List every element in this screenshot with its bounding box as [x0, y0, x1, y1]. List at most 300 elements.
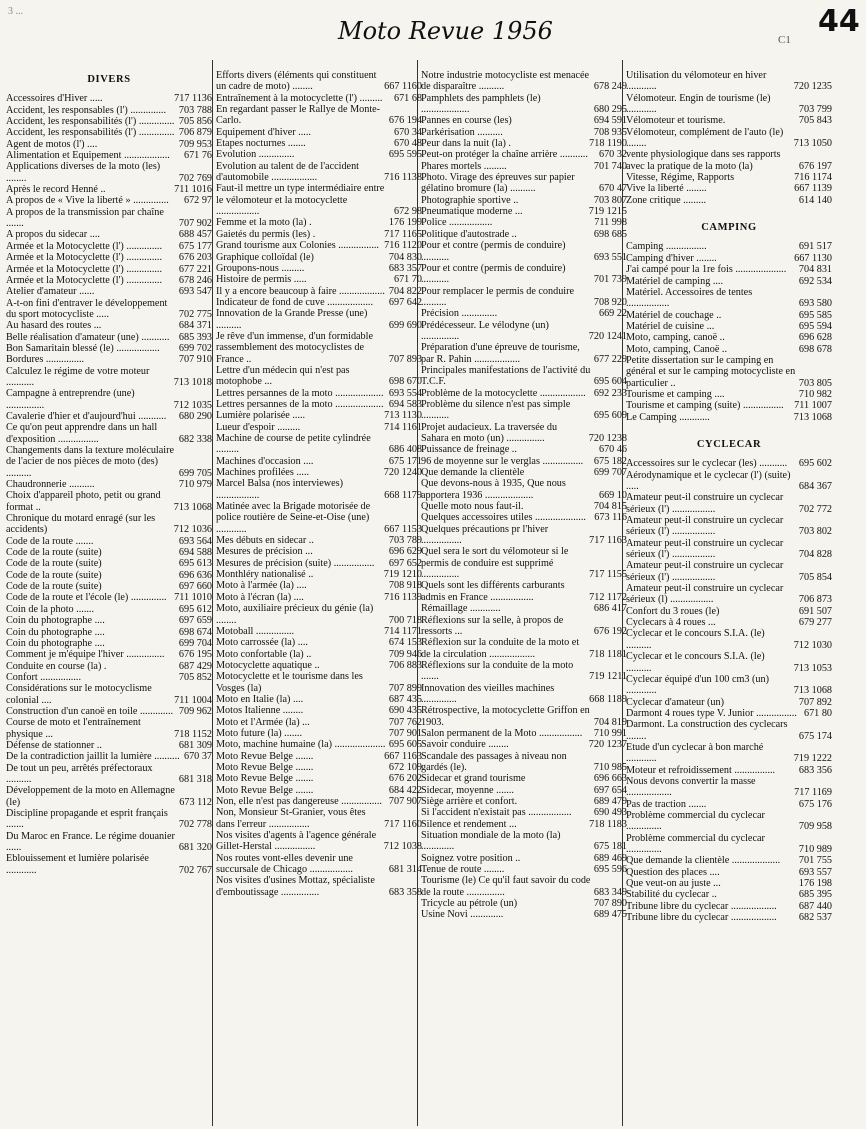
entry-reference: 681 309: [178, 739, 212, 751]
entry-title: Si l'accident n'existait pas .................: [421, 807, 572, 819]
entry-reference: 672 98: [393, 206, 422, 218]
entry-reference: 717 1169: [794, 787, 832, 799]
index-entry: [421, 149, 627, 160]
entry-reference: 704 819: [593, 716, 627, 728]
entry-reference: 713 1053: [793, 662, 832, 674]
entry-title: Réflexions sur la conduite de la moto .......: [421, 659, 574, 683]
index-entry: [6, 298, 212, 321]
entry-reference: 697 652: [388, 557, 422, 569]
index-entry: [421, 864, 627, 875]
entry-title: Tricycle au pétrole (un): [421, 898, 518, 910]
entry-title: Machines profilées .....: [216, 467, 310, 479]
entry-reference: 691 517: [798, 241, 832, 253]
entry-title: Au hasard des routes ...: [6, 320, 102, 332]
index-entry: [216, 297, 422, 308]
index-entry: [216, 252, 422, 263]
entry-title: Vive la liberté ........: [626, 183, 707, 195]
entry-title: Pamphlets des pamphlets (le) ...................: [421, 92, 541, 116]
entry-title: Darmont 4 roues type V. Junior ................: [626, 707, 797, 719]
entry-reference: 712 1036: [173, 524, 212, 536]
index-entry: [216, 365, 422, 388]
entry-reference: 717 1136: [174, 93, 212, 105]
entry-reference: 699 707: [593, 467, 627, 479]
index-entry: [421, 807, 627, 818]
entry-title: Matériel. Accessoires de tentes .................: [626, 286, 753, 310]
entry-reference: 716 1139: [384, 591, 422, 603]
entry-reference: 686 408: [388, 444, 422, 456]
entry-title: Ce qu'on peut apprendre dans un hall d'exposition ................: [6, 422, 158, 445]
entry-reference: 675 177: [178, 240, 212, 252]
index-entry: [421, 478, 627, 501]
entry-reference: 670 46: [598, 444, 627, 456]
index-entry: [421, 898, 627, 909]
index-entry: [216, 546, 422, 557]
entry-title: Bon Samaritain blessé (le) .................: [6, 342, 160, 354]
entry-title: Problème commercial du cyclecar ..............: [626, 809, 765, 833]
entry-reference: 719 1210: [383, 569, 422, 581]
entry-title: Monthléry nationalisé ..: [216, 569, 314, 581]
entry-reference: 670 32: [598, 149, 627, 161]
entry-title: Tourisme et camping (suite) ................: [626, 400, 784, 412]
index-entry: [216, 762, 422, 773]
index-entry: [6, 354, 212, 365]
entry-reference: 704 830: [388, 251, 422, 263]
index-entry: [216, 161, 422, 184]
entry-reference: 710 979: [178, 479, 212, 491]
index-entry: [421, 206, 627, 217]
entry-reference: 703 805: [798, 377, 832, 389]
index-entry: [216, 410, 422, 421]
index-entry: [6, 241, 212, 252]
entry-reference: 670 48: [393, 138, 422, 150]
entry-reference: 703 799: [798, 104, 832, 116]
entry-reference: 705 852: [178, 671, 212, 683]
entry-title: Alimentation et Equipement ..................: [6, 150, 170, 162]
entry-reference: 671 68: [393, 92, 422, 104]
index-entry: [6, 411, 212, 422]
index-entry: [6, 627, 212, 638]
entry-reference: 684 367: [798, 481, 832, 492]
index-entry-list: [626, 241, 832, 423]
entry-title: Moto Revue Belge .......: [216, 784, 314, 796]
entry-title: Etapes nocturnes .......: [216, 138, 306, 150]
entry-title: Code de la route .......: [6, 535, 94, 547]
entry-title: Il y a encore beaucoup à faire ..................: [216, 285, 385, 297]
entry-reference: 687 435: [388, 693, 422, 705]
entry-reference: 704 828: [798, 549, 832, 561]
entry-reference: 710 989: [798, 844, 832, 855]
entry-reference: 683 349: [593, 886, 627, 898]
entry-reference: 704 831: [798, 264, 832, 276]
entry-reference: 670 47: [598, 183, 627, 195]
index-entry: [626, 878, 832, 889]
entry-reference: 693 564: [178, 535, 212, 547]
index-entry: [6, 751, 212, 762]
entry-reference: 683 357: [388, 262, 422, 274]
entry-reference: 699 704: [178, 637, 212, 649]
index-entry: [6, 536, 212, 547]
entry-reference: 691 507: [798, 605, 832, 617]
entry-reference: 705 856: [178, 116, 212, 128]
entry-reference: 670 37: [183, 751, 212, 763]
entry-title: Le Camping ............: [626, 411, 710, 423]
section-title-cyclecar: CYCLECAR: [696, 438, 762, 450]
entry-title: Amateur peut-il construire un cyclecar sérieux (l) .................: [626, 583, 784, 606]
entry-reference: 671 70: [393, 274, 422, 286]
index-entry: [216, 785, 422, 796]
index-entry: [216, 127, 422, 138]
entry-reference: 671 80: [803, 707, 832, 719]
entry-reference: 696 629: [388, 546, 422, 558]
entry-title: Innovation des vieilles machines ..............: [421, 682, 555, 705]
entry-title: Peut-on protéger la chaîne arrière ...........: [421, 149, 588, 161]
entry-reference: 701 739: [593, 274, 627, 286]
entry-reference: 710 991: [593, 727, 627, 739]
index-entry: [216, 286, 422, 297]
entry-reference: 689 479: [593, 796, 627, 807]
entry-reference: 677 229: [593, 353, 627, 365]
entry-reference: 713 1068: [173, 501, 212, 513]
entry-title: Accident, les responsables (l') ..............: [6, 104, 166, 116]
entry-title: Evolution ..............: [216, 149, 295, 161]
entry-title: Petite dissertation sur le camping en général et sur le camping motocycliste en particulier ..: [626, 354, 796, 389]
section-title-camping: CAMPING: [701, 222, 757, 234]
entry-title: Accessoires sur le cyclecar (les) ...........: [626, 458, 788, 470]
entry-title: Préparation d'une épreuve de tourisme, par R. Pahin ..................: [421, 342, 580, 365]
entry-reference: 702 767: [178, 864, 212, 876]
entry-title: Soignez votre position ..: [421, 852, 521, 864]
entry-title: Machine de course de petite cylindrée .........: [216, 433, 371, 456]
index-entry: [6, 366, 212, 389]
entry-title: Cyclecar et le concours S.I.A. (le) ..........: [626, 628, 765, 651]
entry-title: Principales manifestations de l'activité du T.C.F.: [421, 364, 591, 388]
entry-reference: 707 890: [593, 898, 627, 910]
entry-title: Amateur peut-il construire un cyclecar sérieux (l') .................: [626, 560, 784, 583]
index-entry: [6, 150, 212, 161]
entry-title: Moto, auxiliaire précieux du génie (la) ........: [216, 603, 374, 626]
index-entry: [626, 889, 832, 900]
entry-title: Amateur peut-il construire un cyclecar sérieux (l') .................: [626, 492, 784, 515]
entry-reference: 697 660: [178, 581, 212, 593]
entry-reference: 712 1038: [383, 841, 422, 853]
entry-reference: 675 171: [388, 455, 422, 467]
entry-title: Chaudronnerie ..........: [6, 479, 95, 491]
index-entry: [421, 773, 627, 784]
entry-title: Question des places ....: [626, 866, 720, 878]
index-entry: [421, 399, 627, 422]
entry-title: Calculez le régime de votre moteur ...........: [6, 365, 150, 388]
index-entry: [216, 263, 422, 274]
entry-reference: 702 775: [178, 308, 212, 320]
entry-title: Darmont. La construction des cyclecars ........: [626, 719, 788, 742]
entry-reference: 676 203: [178, 252, 212, 264]
index-entry: [421, 705, 627, 728]
entry-reference: 703 802: [798, 526, 832, 538]
entry-reference: 696 628: [798, 332, 832, 344]
entry-reference: 711 998: [594, 217, 627, 229]
entry-title: Utilisation du vélomoteur en hiver ............: [626, 70, 767, 93]
index-entry: [216, 739, 422, 750]
index-entry: [421, 467, 627, 478]
entry-reference: 674 153: [388, 637, 422, 649]
index-entry: [216, 728, 422, 739]
entry-reference: 695 612: [178, 603, 212, 615]
entry-reference: 667 1153: [384, 523, 422, 535]
entry-title: Course de moto et l'entraînement physique ...: [6, 717, 141, 740]
entry-reference: 667 1130: [794, 252, 832, 264]
entry-title: Que veut-on au juste ...: [626, 878, 721, 890]
index-entry: [626, 560, 832, 583]
entry-reference: 695 594: [798, 320, 832, 332]
entry-reference: 695 605: [388, 739, 422, 751]
entry-reference: 695 609: [593, 410, 627, 422]
entry-reference: 675 182: [593, 455, 627, 467]
entry-title: Sidecar et grand tourisme: [421, 773, 526, 785]
entry-title: J'ai campé pour la 1re fois ....................: [626, 264, 787, 276]
entry-title: Accident, les responsabilités (l') ..............: [6, 127, 175, 139]
entry-reference: 697 659: [178, 615, 212, 627]
entry-reference: 683 358: [388, 886, 422, 898]
index-entry: [216, 796, 422, 807]
entry-title: Chronique du motard enragé (sur les accidents): [6, 513, 156, 536]
index-entry: [216, 456, 422, 467]
entry-title: A propos de « Vive la liberté » ..............: [6, 195, 169, 207]
index-entry: [421, 739, 627, 750]
index-entry: [421, 683, 627, 706]
entry-reference: 685 395: [798, 889, 832, 901]
entry-title: Pannes en course (les): [421, 115, 512, 127]
entry-title: Matinée avec la Brigade motorisée de police routière de Seine-et-Oise (une) ............: [216, 501, 371, 535]
index-entry: [216, 149, 422, 160]
entry-reference: 712 1030: [793, 639, 832, 651]
entry-reference: 695 596: [593, 864, 627, 876]
entry-title: Groupons-nous .........: [216, 262, 305, 274]
entry-reference: 714 1161: [384, 421, 422, 433]
entry-reference: 687 429: [178, 660, 212, 672]
index-entry: [421, 615, 627, 638]
index-entry: [6, 207, 212, 230]
index-entry: [216, 717, 422, 728]
index-entry: [421, 195, 627, 206]
entry-title: Amateur peut-il construire un cyclecar sérieux (l') .................: [626, 515, 784, 538]
page-number: 44: [818, 4, 860, 39]
index-entry: [216, 399, 422, 410]
entry-reference: 698 674: [178, 626, 212, 638]
entry-reference: 698 670: [388, 376, 422, 388]
entry-reference: 676 202: [388, 773, 422, 785]
entry-reference: 720 1241: [588, 330, 627, 342]
index-entry: [6, 661, 212, 672]
index-entry: [216, 649, 422, 660]
index-entry: [216, 388, 422, 399]
entry-reference: 667 1160: [384, 81, 422, 93]
entry-reference: 690 435: [388, 705, 422, 717]
index-column-4: [626, 70, 832, 923]
index-column-3: [421, 70, 627, 921]
entry-reference: 717 1155: [589, 569, 627, 581]
entry-reference: 701 740: [593, 160, 627, 172]
entry-title: Tenue de route ........: [421, 864, 505, 876]
entry-reference: 706 879: [178, 127, 212, 139]
index-entry: [6, 264, 212, 275]
index-entry: [6, 706, 212, 717]
index-entry-list: [626, 70, 832, 206]
entry-title: Code de la route (suite): [6, 569, 102, 581]
entry-title: Moto en Italie (la) ....: [216, 693, 304, 705]
entry-title: Phares mortels .........: [421, 160, 507, 172]
entry-reference: 711 1010: [174, 592, 212, 604]
entry-reference: 711 1004: [174, 694, 212, 706]
entry-title: Efforts divers (éléments qui constituent un cadre de moto) ........: [216, 70, 377, 93]
entry-title: Non, Monsieur St-Granier, vous êtes dans l'erreur ................: [216, 807, 366, 830]
index-entry: [626, 127, 832, 150]
entry-title: Nous devons convertir la masse ..................: [626, 775, 756, 799]
entry-title: Savoir conduire ........: [421, 739, 509, 751]
entry-title: Moto et l'Armée (la) ...: [216, 716, 310, 728]
entry-reference: 704 822: [388, 285, 422, 297]
index-entry: [626, 115, 832, 126]
entry-title: Photographie sportive ..: [421, 194, 519, 206]
entry-reference: 176 199: [388, 217, 422, 229]
index-entry: [421, 308, 627, 319]
entry-reference: 693 554: [388, 387, 422, 399]
entry-reference: 712 1172: [589, 591, 627, 603]
entry-title: Prédécesseur. Le vélodyne (un) ...............: [421, 319, 549, 342]
entry-title: Belle réalisation d'amateur (une) ...........: [6, 331, 170, 343]
entry-reference: 720 1235: [793, 81, 832, 93]
index-entry: [216, 660, 422, 671]
entry-title: Moto Revue Belge .......: [216, 773, 314, 785]
entry-reference: 677 221: [178, 263, 212, 275]
index-entry: [216, 569, 422, 580]
entry-reference: 689 475: [593, 909, 627, 921]
entry-title: De la contradiction jaillit la lumière ..........: [6, 751, 180, 763]
entry-reference: 670 34: [393, 126, 422, 138]
index-entry: [6, 388, 212, 411]
entry-reference: 708 935: [593, 126, 627, 138]
entry-title: Rétrospective, la motocyclette Griffon en 1903.: [421, 705, 590, 728]
entry-title: De tout un peu, arrêtés préfectoraux ..........: [6, 762, 153, 785]
entry-title: Tourisme et camping ....: [626, 388, 725, 400]
index-entry: [626, 70, 832, 93]
entry-title: Amateur peut-il construire un cyclecar sérieux (l') .................: [626, 537, 784, 561]
entry-reference: 694 591: [593, 115, 627, 127]
index-entry: [626, 412, 832, 423]
index-entry: [216, 422, 422, 433]
entry-title: Campagne à entreprendre (une) ...............: [6, 388, 135, 411]
entry-reference: 710 982: [798, 388, 832, 400]
header-left-note: 3 ...: [8, 6, 23, 17]
entry-reference: 680 295: [593, 104, 627, 116]
entry-title: Indicateur de fond de cuve ..................: [216, 296, 374, 308]
index-entry: [216, 694, 422, 705]
entry-title: Pour et contre (permis de conduire) ...........: [421, 240, 566, 263]
index-entry: [421, 660, 627, 683]
entry-reference: 709 958: [798, 821, 832, 833]
entry-reference: 695 585: [798, 309, 832, 321]
entry-reference: 707 910: [178, 354, 212, 366]
index-entry: [626, 195, 832, 206]
index-entry: [6, 161, 212, 184]
entry-title: Cavalerie d'hier et d'aujourd'hui ...........: [6, 410, 167, 422]
entry-reference: 668 1189: [589, 693, 627, 705]
entry-title: Quels sont les différents carburants admis en France .................: [421, 580, 565, 603]
entry-title: Applications diverses de la moto (les) ........: [6, 161, 161, 184]
index-entry: [626, 583, 832, 606]
entry-reference: 696 663: [593, 773, 627, 785]
index-entry: [421, 286, 627, 309]
entry-title: Zone critique .........: [626, 194, 707, 206]
entry-reference: 673 116: [594, 512, 627, 524]
entry-title: Cyclecar et le concours S.I.A. (le) ..........: [626, 651, 765, 674]
entry-reference: 675 176: [798, 798, 832, 810]
entry-title: Matériel de couchage ..: [626, 309, 722, 321]
entry-title: Vélomoteur et tourisme.: [626, 115, 726, 127]
entry-title: Changements dans la texture moléculaire de l'acier de nos pièces de moto (des) ..........: [6, 445, 175, 479]
entry-title: Graphique colloïdal (le): [216, 251, 314, 263]
entry-reference: 676 192: [593, 625, 627, 637]
index-entry: [6, 139, 212, 150]
entry-title: Coin du photographe ....: [6, 615, 105, 627]
entry-title: Motocyclette et le tourisme dans les Vosges (la): [216, 671, 363, 694]
section-title-divers: DIVERS: [87, 74, 131, 85]
index-entry: [421, 161, 627, 172]
entry-reference: 697 654: [593, 784, 627, 796]
index-entry: [626, 241, 832, 252]
index-entry: [216, 217, 422, 228]
entry-reference: 707 762: [388, 716, 422, 728]
entry-reference: 692 534: [798, 275, 832, 287]
index-entry: [421, 172, 627, 195]
index-entry: [6, 229, 212, 240]
entry-reference: 679 277: [798, 617, 832, 629]
index-entry: [6, 105, 212, 116]
entry-title: Motocyclette aquatique ..: [216, 659, 320, 671]
index-entry: [6, 649, 212, 660]
handwritten-title: Moto Revue 1956: [338, 17, 553, 45]
entry-reference: 720 1237: [588, 739, 627, 751]
entry-title: Moto à l'écran (la) ....: [216, 591, 304, 603]
entry-reference: 699 690: [388, 319, 422, 331]
index-entry: [421, 830, 627, 853]
entry-title: Cyclecar équipé d'un 100 cm3 (un) ............: [626, 673, 769, 697]
entry-title: Entraînement à la motocyclette (l') .........: [216, 92, 383, 104]
entry-title: Accident, les responsabilités (l') ..............: [6, 116, 175, 128]
index-entry-list: [216, 70, 422, 898]
index-entry: [626, 538, 832, 561]
entry-reference: 685 393: [178, 331, 212, 343]
index-entry: [421, 512, 627, 523]
entry-title: Agent de motos (l') ....: [6, 138, 98, 150]
entry-reference: 687 440: [798, 900, 832, 912]
index-entry: [626, 515, 832, 538]
index-entry: [6, 638, 212, 649]
entry-title: A propos du sidecar ....: [6, 229, 100, 241]
index-entry: [626, 833, 832, 856]
entry-title: Réflexion sur la conduite de la moto et de la circulation ..................: [421, 637, 580, 660]
index-entry: [421, 138, 627, 149]
entry-title: Histoire de permis .....: [216, 274, 307, 286]
entry-title: Moto future (la) .......: [216, 727, 303, 739]
entry-title: Rémaillage ............: [421, 603, 501, 615]
index-entry: [626, 344, 832, 355]
index-entry: [6, 763, 212, 786]
entry-title: Quelle moto nous faut-il.: [421, 501, 524, 513]
entry-title: vente physiologique dans ses rapports avec la pratique de la moto (la): [626, 149, 781, 172]
entry-title: Camping d'hiver ........: [626, 252, 717, 264]
index-entry: [6, 808, 212, 831]
index-entry: [626, 697, 832, 708]
